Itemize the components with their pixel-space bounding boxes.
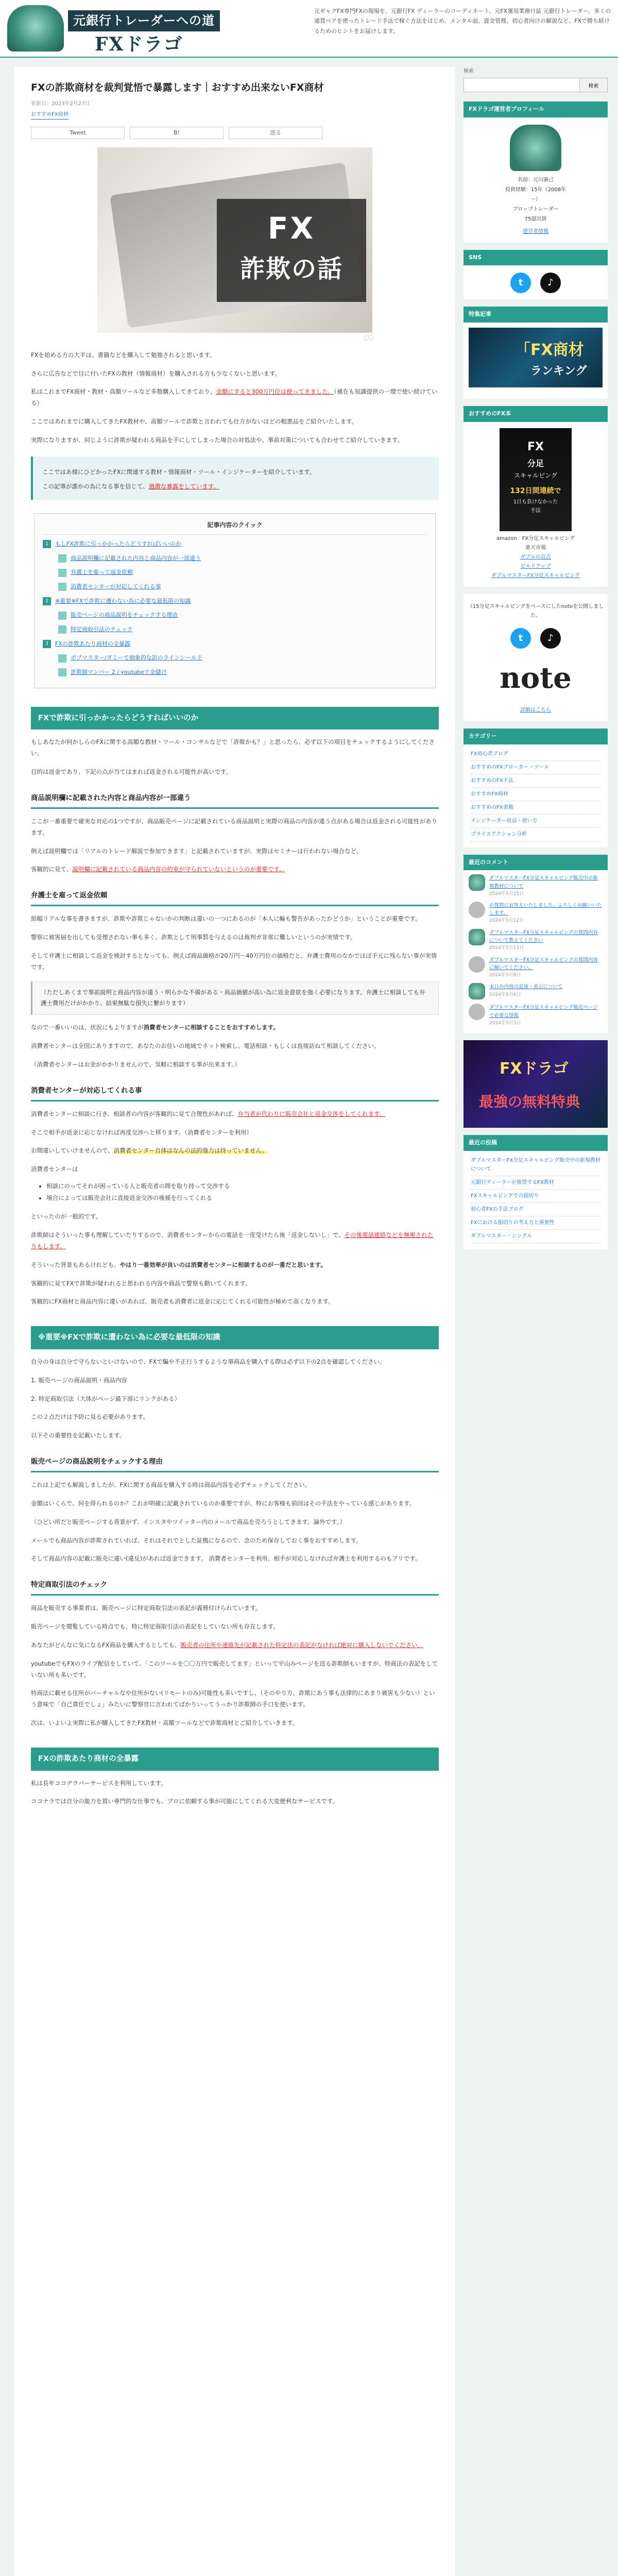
sidebar: [464, 67, 608, 2576]
logo-line1: 元銀行トレーダーへの道: [68, 10, 220, 31]
toc-link[interactable]: ※重要※FXで詐欺に遭わない為に必要な最低限の知識: [55, 597, 191, 604]
profile-line: 〜）: [530, 196, 541, 202]
avatar: [469, 874, 485, 891]
s1c-p3: [31, 1145, 439, 1157]
s2b-p3: [31, 1640, 439, 1651]
s1a-emphasis: 説明欄に記載されている商品内容の約束が守られていないというのが重要です。: [72, 866, 285, 873]
search-input[interactable]: [464, 78, 580, 92]
s1c-p1-text: 消費者センターに相談に行き、相談者の内容が客観的に見て合理性があれば、: [31, 1110, 238, 1117]
s2a-p3: （ひどい所だと販売ページする背景がず、インスタやツイッター内のメールで商品を売ろうとしてきます。論外です。）: [31, 1518, 346, 1526]
notice-p2-text: この記事が誰かの為になる事を信じて、: [42, 482, 149, 490]
section-heading-2: ※重要※FXで詐欺に遭わない為に必要な最低限の知識: [31, 1326, 439, 1349]
toc-item: [43, 639, 427, 649]
s3-p2: ココナラでは自分の能力を買い専門的な仕事でも、プロに依頼する事が可能にしてくれる大変便利なサービスです。: [31, 1798, 339, 1805]
s2-p1: 自分の身は自分で守らないといけないので、FXで騙や不正行うするような事商品を購入する際は必ず以下の2点を確認してください。: [31, 1358, 386, 1365]
book-heading: おすすめのFX本: [464, 406, 608, 422]
book-link[interactable]: 楽天市場: [525, 545, 546, 551]
tweet-button[interactable]: Tweet: [31, 127, 125, 139]
comment-body: [489, 956, 603, 979]
s1a-p2: 例えば説明欄では「リアルのトレード解説で参加できます」と記載されていますが、実際はセミナーは行われない場合など。: [31, 847, 363, 855]
toc-bullet: [58, 625, 66, 634]
book-line: FX: [527, 440, 544, 453]
sns-widget: [464, 250, 608, 300]
comment-item: [464, 952, 608, 979]
site-description: 元ギャグFX専門FXの現場を、元銀行FX ディーラーのコーディネート。元FX運用業務日誌 元銀行トレーダー、多くの通貨ペアを使ったトレード手法で稼ぐ方法をはじめ、メンタル面、資金管理、初心者向けの解説など、FXで勝ち続けるためのヒントをお届けします。: [314, 8, 611, 35]
s1a-p3: [31, 864, 439, 875]
book-link[interactable]: amazon FX分足スキャルピング: [496, 535, 575, 541]
toc-item: [58, 611, 427, 620]
search-label: 検索: [464, 69, 474, 74]
toc-bullet: [58, 583, 66, 591]
toc-item: [58, 668, 427, 677]
note-text: （15分足スキャルピングをベースにしたnoteを公開しました。: [467, 603, 604, 619]
comment-item: [464, 870, 608, 897]
toc-item: [58, 625, 427, 635]
s1c-p7-text: そういった背景もあるけれども、: [31, 1261, 120, 1268]
s2a-p1: これは上記でも解説しましたが、FXに関する商品を購入する時は商品内容を必ずチェックしてください。: [31, 1481, 311, 1488]
toc-item: [58, 653, 427, 663]
s1c-list: [46, 1180, 439, 1204]
comment-date: 2024年5月8日: [489, 972, 521, 978]
eyecatch-title-line2: 詐欺の話: [239, 254, 343, 283]
profile-line: 75億出資: [524, 216, 547, 222]
comment-body: [489, 902, 603, 925]
eyecatch-title-line1: FX: [267, 210, 316, 246]
s1b-p4-text: なので一番いいのは、状況にもよりますが: [31, 1024, 144, 1031]
s2b-p3-text: あなたがどんなに気になるFX商品を購入するとしても、: [31, 1641, 181, 1649]
comment-date: 2024年5月15日: [489, 891, 524, 896]
twitter-icon[interactable]: t: [510, 273, 531, 293]
table-of-contents: [34, 513, 436, 688]
site-logo[interactable]: [7, 5, 244, 55]
s1b-quote: （ただしあくまで事前説明と商品内容が違う・明らかな不備がある・商品価値が高い為に返金意欲を強く必要になります。弁護士に相談しても弁護士費用だけがかかり、結果無駄な損失に繋がります）: [31, 981, 439, 1015]
toc-link[interactable]: 商品説明欄に記載された内容と商品内容が一部違う: [71, 554, 201, 562]
s2-p3: 以下その重要性を記載いたします。: [31, 1432, 126, 1439]
s1b-p2: 警察に被害届を出しても受理されない事も多く、詐欺として刑事罰を与えるのは裁判ガ非常に難しいというのが実情です。: [31, 934, 356, 941]
s1c-p7: [31, 1260, 439, 1271]
twitter-icon[interactable]: t: [510, 628, 531, 649]
comment-date: 2024年5月3日: [489, 1020, 521, 1026]
recent-heading: 最近の投稿: [464, 1135, 608, 1151]
s1c-p8: 客観的に見てFXで詐欺が疑われると思われる内容や商品で警察も動いてくれます。: [31, 1279, 251, 1287]
s2b-p4: youtubeでもFXのライブ配信をしていて、「このツールを〇〇万円で販売してます」といって宇山みページを送る詐欺師もいますが、特商法の表記をしていない所も多いです。: [31, 1659, 438, 1679]
sns-icons: [464, 273, 608, 293]
notice-p2: [42, 481, 430, 493]
toc-bullet: [58, 569, 66, 577]
s1c-p6-emphasis: その後電話連絡などを無視されたりもします。: [31, 1231, 434, 1250]
comment-body: [489, 874, 603, 897]
book-line: 132日間連続で: [510, 486, 561, 495]
banner2-line2: 最強の無料特典: [479, 1093, 580, 1111]
s1b-p4: [31, 1022, 439, 1033]
toc-link[interactable]: 消費者センターが対応してくれる事: [71, 583, 161, 590]
category-item[interactable]: おすすめFX商材: [471, 788, 600, 801]
book-link[interactable]: ダブルマスターFX分足スキャルピング: [491, 572, 580, 579]
toc-heading: 記事内容のクイック: [43, 520, 427, 535]
intro-p3-text: 私はこれまでFX商材・教材・高額ツールなど多数購入してきており、: [31, 388, 216, 396]
comments-list: [464, 870, 608, 1027]
toc-bullet: [58, 668, 66, 676]
recent-post-item[interactable]: ダブルマスター・シングル: [471, 1230, 600, 1243]
recent-post-item[interactable]: 元銀行ディーラーが推奨するFX教材: [471, 1176, 600, 1190]
toc-item: [58, 554, 427, 564]
s1b-p1: 紙幅リアルな事を書きますが、詐欺や詐欺じゃないかの判断は違いの一つにあるのが「本人に輪も警告があったかどうか」ということが重要です。: [31, 915, 421, 923]
comment-body: [489, 983, 562, 999]
s2b-p1: 商品を販売する事業者は、販売ページに特定商取引法の表記が義務付けられています。: [31, 1604, 262, 1612]
profile-avatar: [510, 125, 561, 171]
s1b-p4-bold: 消費者センターに相談することをおすすめします。: [143, 1024, 279, 1031]
search-button[interactable]: 検索: [580, 78, 608, 92]
s1c-p3-highlight: 消費者センター自体はなんの法的強力は持っていません。: [113, 1147, 268, 1155]
comments-heading: 最近のコメント: [464, 855, 608, 871]
comment-body: [489, 929, 603, 952]
feature-heading: 特集記事: [464, 307, 608, 323]
avatar: [469, 929, 485, 945]
recent-post-item[interactable]: FXスキャルピングでの損切り: [471, 1190, 600, 1203]
s1c-p1-emphasis: 弁当者が代わりに販売会社と返金交渉をしてくれます。: [237, 1110, 386, 1117]
book-link[interactable]: ダブルの盲点: [520, 554, 551, 560]
book-cover[interactable]: [500, 428, 572, 531]
s2b-p3-emphasis: 販売者の住所や連絡先が記載された特定法の表記がなければ絶対に購入しないでください。: [180, 1641, 423, 1649]
book-line: 1日も負けなかった: [513, 499, 558, 505]
s1c-p9: 客観的にFX商材と商品内容に違いがあれば、販売者も消費者に返金に応じてくれる可能性が極めて高くなります。: [31, 1298, 334, 1306]
list-item: • 相談にのってそれが困っている人と販売者の間を取り持って交渉する: [46, 1180, 439, 1192]
intro-p3-note: （補在も知識提供の一環で使い続けている）: [31, 388, 438, 407]
comment-body: [489, 1004, 603, 1027]
note-link[interactable]: 詳細はこちら: [520, 707, 551, 713]
s1b-p6: （消費者センターはお金がかかりませんので、気軽に相談する事が出来ます。）: [31, 1060, 241, 1068]
category-item[interactable]: おすすめのFX手法: [471, 774, 600, 788]
section-heading-3: FXの詐欺あたり商材の全暴露: [31, 1748, 439, 1771]
intro-p4: ここではあれまでに購入してきたFX教材や、高額ツールで詐欺と言われても仕方がないほどの粗悪品をご紹介いたします。: [31, 418, 358, 426]
banner-line1: 「FX商材: [515, 341, 584, 360]
category-item[interactable]: インジケーター収益・使い方: [471, 815, 600, 828]
notice-p1: ここではあ様にひどかったFXに関連する教材・情報商材・ツール・インジケーターを紹介しています。: [42, 468, 316, 476]
s2b-p2: 販売ページを閲覧している時点でも、特に特定商取引法の表記をしていない所も存在します。: [31, 1623, 279, 1630]
eyecatch-caption: 〇〇: [364, 335, 373, 341]
intro-p2: さらに広告などで目に付いたFXの教材（情報商材）を購入される方も少なくないと思います。: [31, 369, 281, 377]
note-sns: [464, 628, 608, 649]
s1-p1: もしあなたが何かしらのFXに関する高額な教材・ツール・コンサルなどで「詐欺かも？」と思ったら、必ず以下の項目をチェックするようにしてください。: [31, 738, 435, 757]
tiktok-icon[interactable]: ♪: [540, 628, 561, 649]
article-title: FXの詐欺商材を裁判覚悟で暴露します｜おすすめ出来ないFX商材: [31, 82, 324, 93]
article-date: 更新日：2023年2月27日: [31, 100, 90, 107]
toc-number: 1: [43, 540, 51, 548]
category-item[interactable]: FX初心者ブログ: [471, 748, 600, 761]
book-line: 分足: [527, 459, 544, 469]
toc-item: [58, 582, 427, 592]
comment-item: [464, 979, 608, 999]
comment-link[interactable]: の質問にお答えいたしました。よろしくお願いいたします。: [489, 903, 602, 917]
s3-p1: 私は長年ココデラパーサービスを利用しています。: [31, 1779, 167, 1787]
category-widget: [464, 728, 608, 848]
s1-p2: 目的は返金であり、下記の点が当てはまれば返金される可能性が高いです。: [31, 768, 232, 776]
recent-posts-widget: [464, 1135, 608, 1249]
toc-link[interactable]: もしFX詐欺に引っかかったらどうすればいいのか: [55, 540, 181, 547]
s1b-p5: 消費者センターは全国にありますので、あなたのお住いの地域でネット検索し、電話相談・もしくは直接訪ねて相談してください。: [31, 1042, 380, 1050]
s2-p2: この２点だけは予防に見る必要があります。: [31, 1413, 149, 1421]
comment-link[interactable]: ダブルマスターFX分足スキャルピングの質問内容に解いてください。: [489, 957, 598, 971]
book-line: スキャルピング: [514, 472, 557, 480]
profile-line: 投資経験：15年（2008年: [505, 187, 566, 193]
subheading-1b: 弁護士を雇って返金依頼: [31, 890, 439, 906]
toc-bullet: [58, 554, 66, 563]
toc-bullet: [58, 612, 66, 620]
comment-link[interactable]: ダブルマスターFX分足スキャルピング販売ページで必要な情報: [489, 1005, 598, 1019]
subheading-1c: 消費者センターが対応してくれる事: [31, 1085, 439, 1101]
recent-list: [464, 1151, 608, 1243]
article-main: [14, 67, 455, 2576]
toc-link[interactable]: FXの詐欺あたり商材の全暴露: [55, 640, 130, 647]
toc-item: [58, 568, 427, 578]
comment-link[interactable]: ダブルマスターFX分足スキャルピングの質問内容について教えてください: [489, 929, 598, 944]
intro-p3: [31, 386, 439, 409]
s1a-p1: ここが一番重要で確実な対応の1つですが、商品販売ページに記載されている商品説明と実際の商品の内容が違う点がある場合は返金される可能性があります。: [31, 817, 438, 836]
avatar: [469, 902, 485, 918]
hatena-button[interactable]: B!: [130, 127, 224, 139]
comment-date: 2024年5月6日: [489, 992, 521, 997]
line-button[interactable]: 送る: [229, 127, 322, 139]
profile-line: ブロップトレーダー: [512, 206, 559, 212]
s1b-p3: そして弁護士に相談して返金を検討するとなっても、例えば商品価格が20万円〜40万円位の価格だと、弁護士費用のなかでほぼ手元に残らない事が実情です。: [31, 952, 437, 971]
search-form: [464, 78, 608, 92]
s2b-p6: 次は、いよいよ実際に私が購入してきたFX教材・高額ツールなどで詐欺商材とご紹介していきます。: [31, 1719, 299, 1727]
category-item[interactable]: おすすめのFX書籍: [471, 801, 600, 815]
intro-p5: 実際になりますが、同じように詐欺が疑われる商品を手にしてしまった場合の対処法や、事前対策についても合わせてご紹介していきます。: [31, 436, 404, 444]
subheading-2a: 販売ページの商品説明をチェックする理由: [31, 1456, 439, 1472]
feature-banner[interactable]: [469, 328, 603, 387]
feature-widget: [464, 307, 608, 399]
intro-emphasis: 金額にすると300万円位は使ってきました。: [216, 388, 334, 396]
book-links: [464, 534, 608, 581]
s1c-p5: といったのが一般的です。: [31, 1213, 102, 1221]
toc-item: [43, 539, 427, 549]
book-link[interactable]: ビルドアップ: [520, 563, 551, 569]
profile-widget: [464, 101, 608, 243]
logo-line2: FXドラゴ: [95, 33, 183, 55]
s1c-p7-bold: やはり一番効率が良いのは消費者センターに相談するのが一番だと思います。: [119, 1261, 327, 1268]
toc-link[interactable]: 詐欺師マンバー 2 / youtubeで金儲け: [71, 669, 167, 676]
s2-list-1: 1. 販売ページの商品説明・商品内容: [31, 1376, 127, 1384]
s1c-p1: [31, 1109, 439, 1120]
note-logo[interactable]: note: [500, 660, 572, 695]
toc-list: [43, 539, 427, 677]
category-list: [464, 744, 608, 841]
eyecatch-image: [97, 147, 372, 333]
category-heading: カテゴリー: [464, 728, 608, 744]
comments-widget: [464, 855, 608, 1033]
notice-box: [31, 456, 439, 500]
profile-link-wrap: [464, 227, 608, 236]
avatar: [469, 956, 485, 973]
banner-line2: ランキング: [530, 365, 587, 378]
subheading-2b: 特定商取引法のチェック: [31, 1579, 439, 1596]
category-item[interactable]: プライスアクション分析: [471, 828, 600, 841]
recent-post-item[interactable]: FXにおける損切りの考え方と重要性: [471, 1216, 600, 1230]
toc-number: 2: [43, 597, 51, 605]
toc-link[interactable]: 特定商取引法のチェック: [71, 626, 133, 633]
comment-date: 2024年5月13日: [489, 945, 524, 951]
subheading-1a: 商品説明欄に記載された内容と商品内容が一部違う: [31, 792, 439, 809]
s2a-p5: そして商品内容の記載に販売に違い(違反)があれば返金できます。 消費者センターを利用、相手が対応しなければ弁護士を利用するのもアリです。: [31, 1555, 421, 1563]
section-heading-1: FXで詐欺に引っかかったらどうすればいいのか: [31, 707, 439, 730]
s2a-p4: メールでも商品内容が詐欺されていれば、それはそれでとした証拠になるので、念のため保存しておく事をおすすめします。: [31, 1536, 362, 1544]
avatar: [469, 1004, 485, 1020]
logo-dragon-icon: [7, 5, 64, 52]
category-item[interactable]: おすすめのFXブローカー・ツール: [471, 761, 600, 774]
toc-bullet: [58, 654, 66, 663]
list-item: • 場合によっては販売会社に直接返金交渉の後援を行ってくれる: [46, 1192, 439, 1204]
notice-emphasis: 過激な暴露をしています。: [148, 482, 219, 490]
s1c-p6: [31, 1230, 439, 1252]
s1c-p3-text: お間違いしていけませんので、: [31, 1147, 114, 1155]
s1c-p4: 消費者センターは: [31, 1165, 78, 1173]
s2b-p5: 特商法に載せる住所がバーチャルなや住所がない(リモートのみ)可能性も多いですし、（そのやり方、詐欺にあう事も法律的にあまり被害も少ない）という意味で「自己責任でしょ」みたいに警察官に言われてばかりいってうっかり詐欺師の手口を使います。: [31, 1689, 435, 1708]
toc-link[interactable]: 弁護士を雇って返金依頼: [71, 569, 133, 576]
site-header: [0, 0, 618, 58]
comment-item: [464, 999, 608, 1027]
article-category-link[interactable]: おすすめFX商材: [31, 110, 68, 120]
profile-line: 名前：元川廣己: [518, 177, 554, 183]
toc-link[interactable]: ボブマスター/ダミーで抽象的な訳のラインシールド: [71, 654, 202, 662]
book-widget: [464, 406, 608, 587]
avatar: [469, 983, 485, 999]
recent-post-item[interactable]: 初心者FXの手法ブログ: [471, 1203, 600, 1216]
profile-text: [464, 175, 608, 224]
comment-link[interactable]: 本日の内容の追加・表示について: [489, 984, 563, 990]
share-buttons: [31, 127, 439, 139]
toc-link[interactable]: 販売ページの商品説明をチェックする理由: [71, 612, 178, 619]
s2-list-2: 2. 特定商取引法（大体がページ最下部にリンクがある）: [31, 1395, 181, 1402]
comment-date: 2024年5月12日: [489, 918, 524, 924]
book-line: 手法: [530, 507, 541, 514]
toc-number: 3: [43, 640, 51, 648]
recent-post-item[interactable]: ダブルマスターFX分足スキャルピング販売中の新規教材について: [471, 1154, 600, 1176]
special-offer-banner[interactable]: [464, 1040, 608, 1128]
profile-link[interactable]: 運営者情報: [523, 228, 548, 234]
profile-heading: FXドラゴ運営者プロフィール: [464, 101, 608, 117]
note-widget: [464, 594, 608, 721]
banner2-line1: FXドラゴ: [500, 1060, 569, 1078]
comment-item: [464, 925, 608, 952]
sns-heading: SNS: [464, 250, 608, 266]
toc-item: [43, 597, 427, 606]
intro-p1: FXを始める方の大半は、書籍などを購入して勉強されると思います。: [31, 351, 216, 359]
comment-link[interactable]: ダブルマスターFX分足スキャルピング販売中の新規教材について: [489, 875, 598, 889]
s1a-p3-text: 客観的に見て、: [31, 866, 73, 873]
tiktok-icon[interactable]: ♪: [540, 273, 561, 293]
s1c-p2: そこで相手が返金に応じなければ再度交渉へと移ります。（消費者センターを利用）: [31, 1128, 252, 1136]
comment-item: [464, 897, 608, 925]
s2a-p2: 金額はいくらで、何を得られるのか？これが明確に記載されているのか重要ですが、特にお客様も前回はその手法をやっている感じがあります。: [31, 1499, 416, 1507]
s1c-p6-text: 詐欺師はそういった事も理解していたりするので、消費者センターからの電話を一度受けたら後「返金しないし」で、: [31, 1231, 345, 1239]
